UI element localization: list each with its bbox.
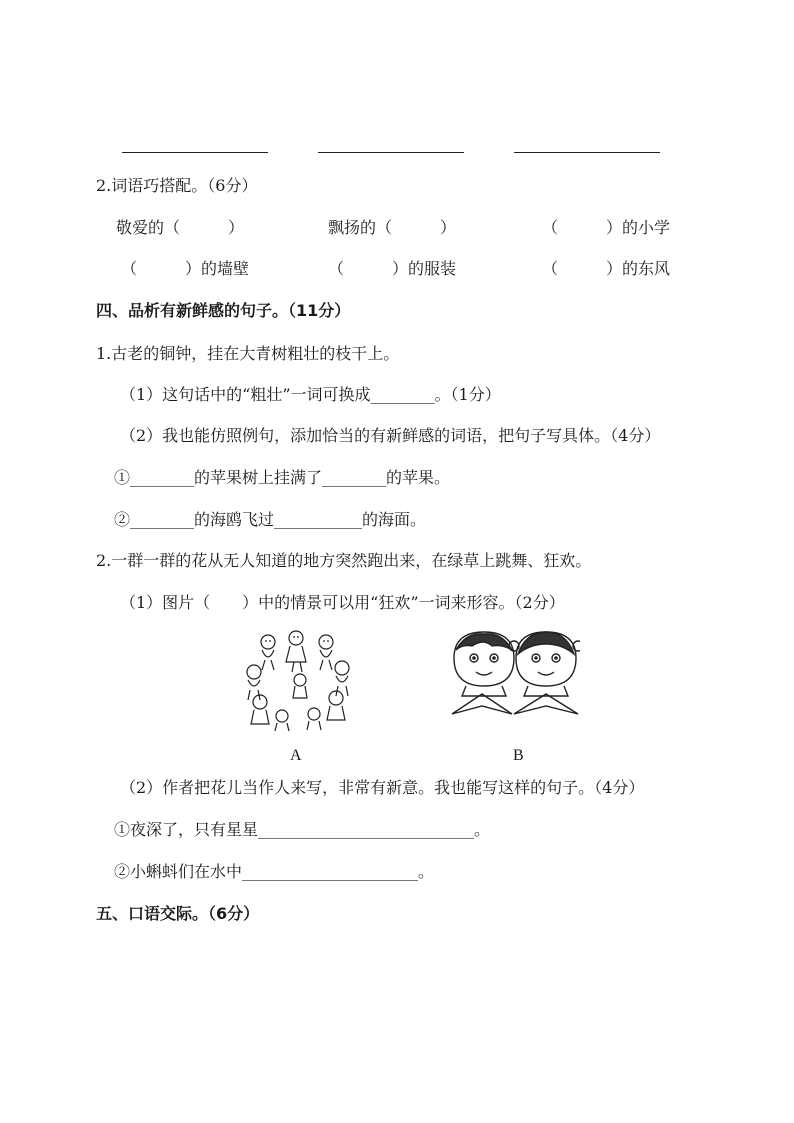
picture-b-label: B — [513, 747, 524, 764]
q2-row1-item3: （ ）的小学 — [542, 218, 671, 237]
q2-row2-item2: （ ）的服装 — [328, 259, 457, 278]
picture-b-reading-children — [446, 628, 580, 720]
picture-a-dancing-children — [238, 628, 358, 732]
s4-item1-example2: ②________的海鸥飞过___________的海面。 — [114, 510, 427, 529]
q2-row1-item2: 飘扬的（ ） — [328, 218, 457, 237]
s4-item1-sub2: （2）我也能仿照例句，添加恰当的有新鲜感的词语，把句子写具体。（4分） — [120, 426, 661, 445]
answer-line-1[interactable] — [122, 152, 268, 153]
q2-row2-item1: （ ）的墙壁 — [121, 259, 250, 278]
s4-item1-example1: ①________的苹果树上挂满了________的苹果。 — [114, 468, 451, 487]
q2-row2-item3: （ ）的东风 — [542, 259, 671, 278]
section5-heading: 五、口语交际。（6分） — [96, 904, 260, 923]
s4-item2-sub1: （1）图片（ ）中的情景可以用“狂欢”一词来形容。（2分） — [120, 593, 565, 612]
q2-title: 2.词语巧搭配。（6分） — [96, 176, 258, 195]
answer-line-2[interactable] — [318, 152, 464, 153]
s4-item2-sub2: （2）作者把花儿当作人来写，非常有新意。我也能写这样的句子。（4分） — [120, 778, 645, 797]
section4-heading: 四、品析有新鲜感的句子。（11分） — [96, 301, 351, 320]
answer-line-3[interactable] — [514, 152, 660, 153]
s4-item2-example1: ①夜深了，只有星星___________________________。 — [114, 820, 491, 839]
s4-item1-sentence: 1.古老的铜钟，挂在大青树粗壮的枝干上。 — [96, 344, 400, 363]
picture-a-label: A — [290, 747, 302, 764]
s4-item1-sub1: （1）这句话中的“粗壮”一词可换成________。（1分） — [120, 385, 501, 404]
q2-row1-item1: 敬爱的（ ） — [116, 218, 245, 237]
s4-item2-sentence: 2.一群一群的花从无人知道的地方突然跑出来，在绿草上跳舞、狂欢。 — [96, 551, 592, 570]
s4-item2-example2: ②小蝌蚪们在水中______________________。 — [114, 862, 435, 881]
